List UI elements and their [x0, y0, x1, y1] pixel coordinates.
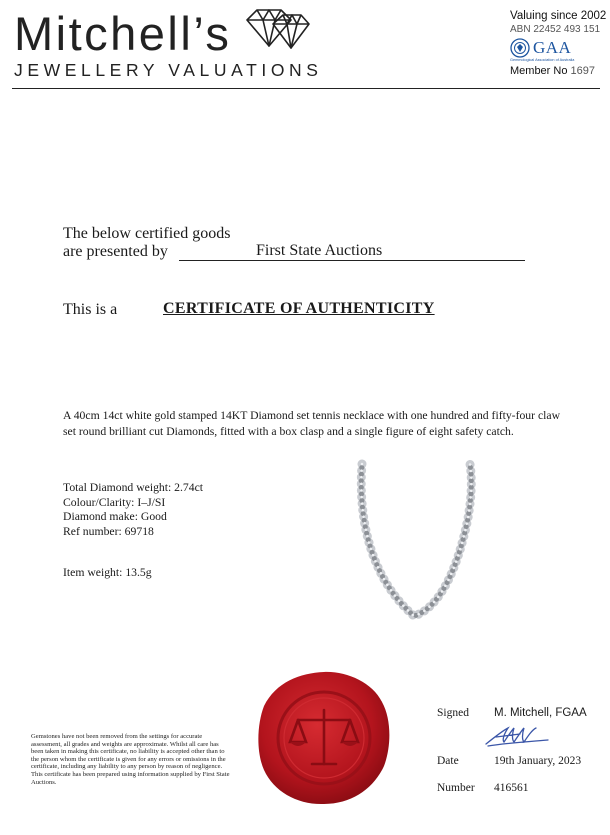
member-label: Member No	[510, 65, 568, 77]
member-value: 1697	[570, 65, 596, 77]
gaa-badge	[510, 38, 608, 58]
brand-name: Mitchell’s	[14, 7, 232, 60]
member-number	[510, 65, 608, 77]
date-value: 19th January, 2023	[494, 755, 582, 767]
item-details	[63, 481, 203, 539]
gaa-subtitle: Gemmological Association of Australia	[510, 58, 575, 62]
item-description: A 40cm 14ct white gold stamped 14KT Diamond set tennis necklace with one hundred and fifty-four claw set round brilliant cut Diamonds, fitted with a box clasp and a single figure of eight safety catch.	[63, 409, 561, 438]
necklace-photo	[340, 458, 500, 638]
valuing-since: Valuing since 2002	[510, 10, 607, 22]
disclaimer-text: Gemstones have not been removed from the settings for accurate assessment, all grades and weights are approximate. Whilst all care has been taken in making this certificate, no liability is accepted other than to the person whom the certificate is given for any errors or omissions in the certificate, including any liability to any person by reason of negligence. This certificate has been prepared using information supplied by First State Auctions.	[31, 733, 230, 786]
abn-number: ABN 22452 493 151	[510, 24, 601, 35]
item-weight: Item weight: 13.5g	[63, 566, 152, 579]
presenter-name: First State Auctions	[256, 242, 383, 259]
signed-label: Signed	[437, 707, 469, 719]
handwritten-signature	[482, 724, 552, 750]
header-contact-block	[510, 10, 608, 77]
gaa-emblem-icon	[510, 38, 530, 58]
number-label: Number	[437, 782, 475, 794]
certificate-title: CERTIFICATE OF AUTHENTICITY	[163, 300, 435, 317]
header-divider	[12, 88, 600, 89]
ref-number: Ref number: 69718	[63, 524, 154, 538]
diamond-icon	[243, 6, 311, 52]
brand-tagline: JEWELLERY VALUATIONS	[14, 60, 323, 80]
diamond-make: Diamond make: Good	[63, 510, 167, 523]
total-diamond-weight: Total Diamond weight: 2.74ct	[63, 481, 204, 494]
intro-line-1: The below certified goods	[63, 225, 231, 242]
wax-seal-scales-icon	[254, 668, 394, 808]
intro-line-2: are presented by	[63, 243, 168, 260]
colour-clarity: Colour/Clarity: I–J/SI	[63, 495, 166, 509]
number-value: 416561	[494, 782, 529, 794]
signed-value: M. Mitchell, FGAA	[494, 707, 587, 719]
gaa-label: GAA	[533, 38, 572, 57]
date-label: Date	[437, 755, 459, 767]
this-is-label: This is a	[63, 301, 118, 318]
